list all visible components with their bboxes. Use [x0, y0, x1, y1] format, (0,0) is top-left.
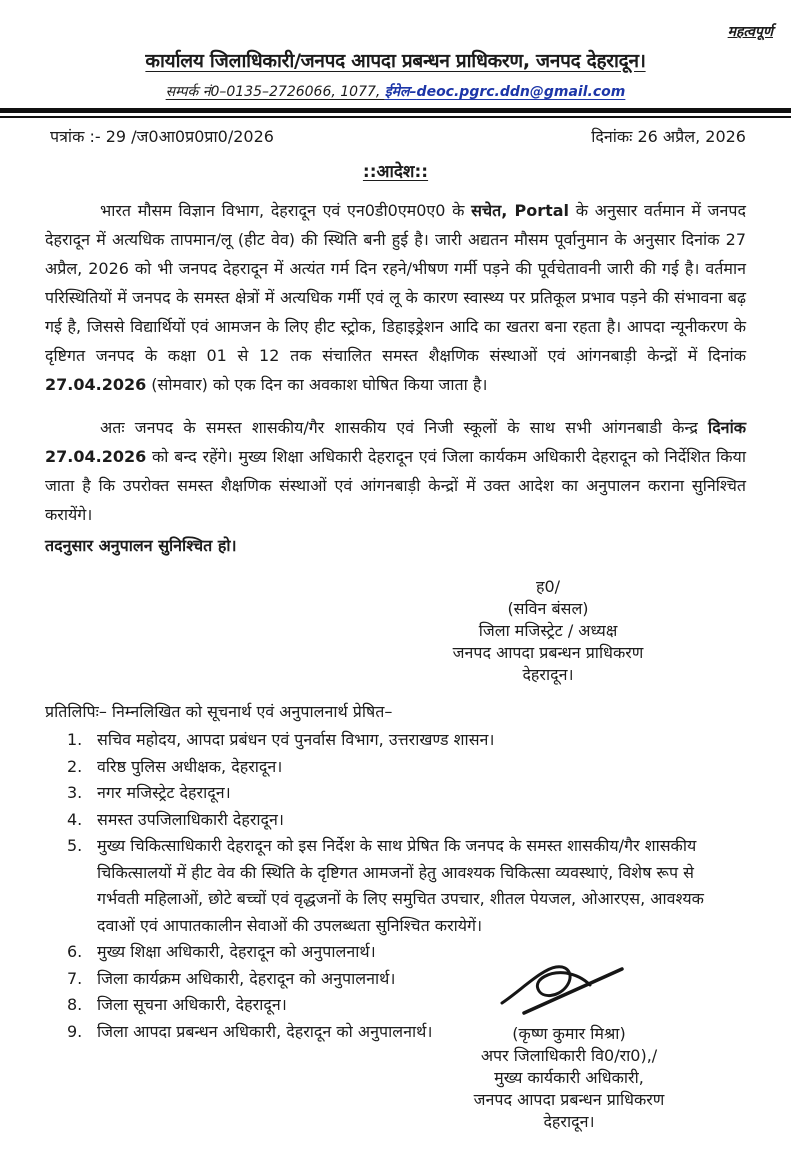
- copy-item-text: मुख्य चिकित्साधिकारी देहरादून को इस निर्देश के साथ प्रेषित कि जनपद के समस्त शासकीय/गैर शासकीय चिकित्सालयों में हीट वेव की स्थिति के दृष्टिगत आमजनों हेतु आवश्यक चिकित्सा व्यवस्थाएं, विशेष रूप से गर्भवती महिलाओं, छोटे बच्चों एवं वृद्धजनों के लिए समुचित उपचार, शीतल पेयजल, ओआरएस, आवश्यक दवाओं एवं आपातकालीन सेवाओं की उपलब्धता सुनिश्चित करायेगें।: [97, 836, 704, 935]
- sig2-designation-1: अपर जिलाधिकारी वि0/रा0),/: [480, 1046, 658, 1065]
- sig2-designation-2: मुख्य कार्यकारी अधिकारी,: [494, 1068, 644, 1087]
- importance-tag: [0, 22, 791, 41]
- copy-item-text: वरिष्ठ पुलिस अधीक्षक, देहरादून।: [97, 756, 283, 776]
- sig1-name: (सविन बंसल): [507, 599, 589, 618]
- copy-item-2: [45, 754, 746, 781]
- divider-thick: [0, 108, 791, 113]
- copy-item-number: 1.: [67, 730, 83, 749]
- sig1-signed-mark: ह0/: [535, 577, 561, 596]
- letter-date: दिनांकः 26 अप्रैल, 2026: [591, 127, 746, 146]
- copy-item-text: जिला कार्यक्रम अधिकारी, देहरादून को अनुपालनार्थ।: [97, 968, 396, 988]
- handwritten-signature-icon: [494, 957, 644, 1019]
- signatory-block-adm: [404, 957, 734, 1133]
- contact-line: [0, 82, 791, 101]
- reference-row: [0, 125, 791, 147]
- copy-item-text: जिला आपदा प्रबन्धन अधिकारी, देहरादून को अनुपालनार्थ।: [97, 1021, 433, 1041]
- copy-item-number: 7.: [67, 968, 83, 988]
- divider-thin: [0, 116, 791, 118]
- contact-phone: सम्पर्क नं0–0135–2726066, 1077,: [165, 84, 385, 100]
- bold-closure-date: दिनांक 27.04.2026: [45, 418, 746, 466]
- copy-item-5: [45, 833, 746, 939]
- sig2-place: देहरादून।: [543, 1112, 595, 1131]
- sig2-name: (कृष्ण कुमार मिश्रा): [512, 1024, 626, 1043]
- letter-number: पत्रांक :- 29 /ज0आ0प्र0प्रा0/2026: [50, 127, 274, 146]
- copy-item-text: जिला सूचना अधिकारी, देहरादून।: [97, 995, 287, 1014]
- email-label: ईमेल–: [384, 84, 417, 100]
- importance-label: महत्वपूर्ण: [727, 24, 773, 40]
- copy-item-text: नगर मजिस्ट्रेट देहरादून।: [97, 783, 231, 802]
- order-paragraph-1: भारत मौसम विज्ञान विभाग, देहरादून एवं एन0डी0एम0ए0 के सचेत, Portal के अनुसार वर्तमान में जनपद देहरादून में अत्यधिक तापमान/लू (हीट वेव) की स्थिति बनी हुई है। जारी अद्यतन मौसम पूर्वानुमान के अनुसार दिनांक 27 अप्रैल, 2026 को भी जनपद देहरादून में अत्यंत गर्म दिन रहने/भीषण गर्मी पड़ने की पूर्वचेतावनी जारी की गई है। वर्तमान परिस्थितियों में जनपद के समस्त क्षेत्रों में अत्यधिक गर्मी एवं लू के कारण स्वास्थ्य पर प्रतिकूल प्रभाव पड़ने की संभावना बढ़ गई है, जिससे विद्यार्थियों एवं आमजन के लिए हीट स्ट्रोक, डिहाइड्रेशन आदि का खतरा बना रहता है। आपदा न्यूनीकरण के दृष्टिगत जनपद के कक्षा 01 से 12 तक संचालित समस्त शैक्षणिक संस्थाओं एवं आंगनबाड़ी केन्द्रों में दिनांक 27.04.2026 (सोमवार) को एक दिन का अवकाश घोषित किया जाता है।: [45, 201, 746, 394]
- email-link[interactable]: deoc.pgrc.ddn@gmail.com: [416, 84, 626, 100]
- sig1-designation: जिला मजिस्ट्रेट / अध्यक्ष: [478, 621, 618, 640]
- copy-item-4: [45, 807, 746, 834]
- closing-directive: तदनुसार अनुपालन सुनिश्चित हो।: [45, 536, 237, 555]
- order-paragraph-2: अतः जनपद के समस्त शासकीय/गैर शासकीय एवं निजी स्कूलों के साथ सभी आंगनबाडी केन्द्र दिनांक 27.04.2026 को बन्द रहेंगे। मुख्य शिक्षा अधिकारी देहरादून एवं जिला कार्यकम अधिकारी देहरादून को निर्देशित किया जाता है कि उपरोक्त समस्त शैक्षणिक संस्थाओं एवं आंगनबाड़ी केन्द्रों में उक्त आदेश का अनुपालन कराना सुनिश्चित करायेंगे।: [45, 418, 746, 524]
- copy-item-number: 5.: [67, 836, 83, 855]
- copy-item-text: मुख्य शिक्षा अधिकारी, देहरादून को अनुपालनार्थ।: [97, 942, 376, 961]
- office-title: कार्यालय जिलाधिकारी/जनपद आपदा प्रबन्धन प्राधिकरण, जनपद देहरादून।: [145, 50, 646, 72]
- bold-holiday-date: 27.04.2026: [45, 375, 147, 394]
- copy-item-number: 4.: [67, 809, 83, 829]
- signatory-block-dm: [398, 576, 698, 686]
- copy-item-number: 9.: [67, 1021, 83, 1041]
- order-heading: ::आदेश::: [362, 162, 429, 182]
- copy-item-text: सचिव महोदय, आपदा प्रबंधन एवं पुनर्वास विभाग, उत्तराखण्ड शासन।: [97, 730, 495, 749]
- bold-alert-portal: सचेत, Portal: [471, 201, 570, 220]
- copy-item-text: समस्त उपजिलाधिकारी देहरादून।: [97, 809, 284, 829]
- copies-heading: प्रतिलिपिः– निम्नलिखित को सूचनार्थ एवं अनुपालनार्थ प्रेषित–: [45, 702, 393, 721]
- sig1-place: देहरादून।: [522, 665, 574, 684]
- sig1-authority: जनपद आपदा प्रबन्धन प्राधिकरण: [452, 643, 644, 662]
- copy-item-3: [45, 780, 746, 807]
- copy-item-number: 6.: [67, 942, 83, 961]
- copy-item-number: 3.: [67, 783, 83, 802]
- copy-item-number: 2.: [67, 756, 83, 776]
- sig2-authority: जनपद आपदा प्रबन्धन प्राधिकरण: [473, 1090, 665, 1109]
- copy-item-1: [45, 727, 746, 754]
- copy-item-number: 8.: [67, 995, 83, 1014]
